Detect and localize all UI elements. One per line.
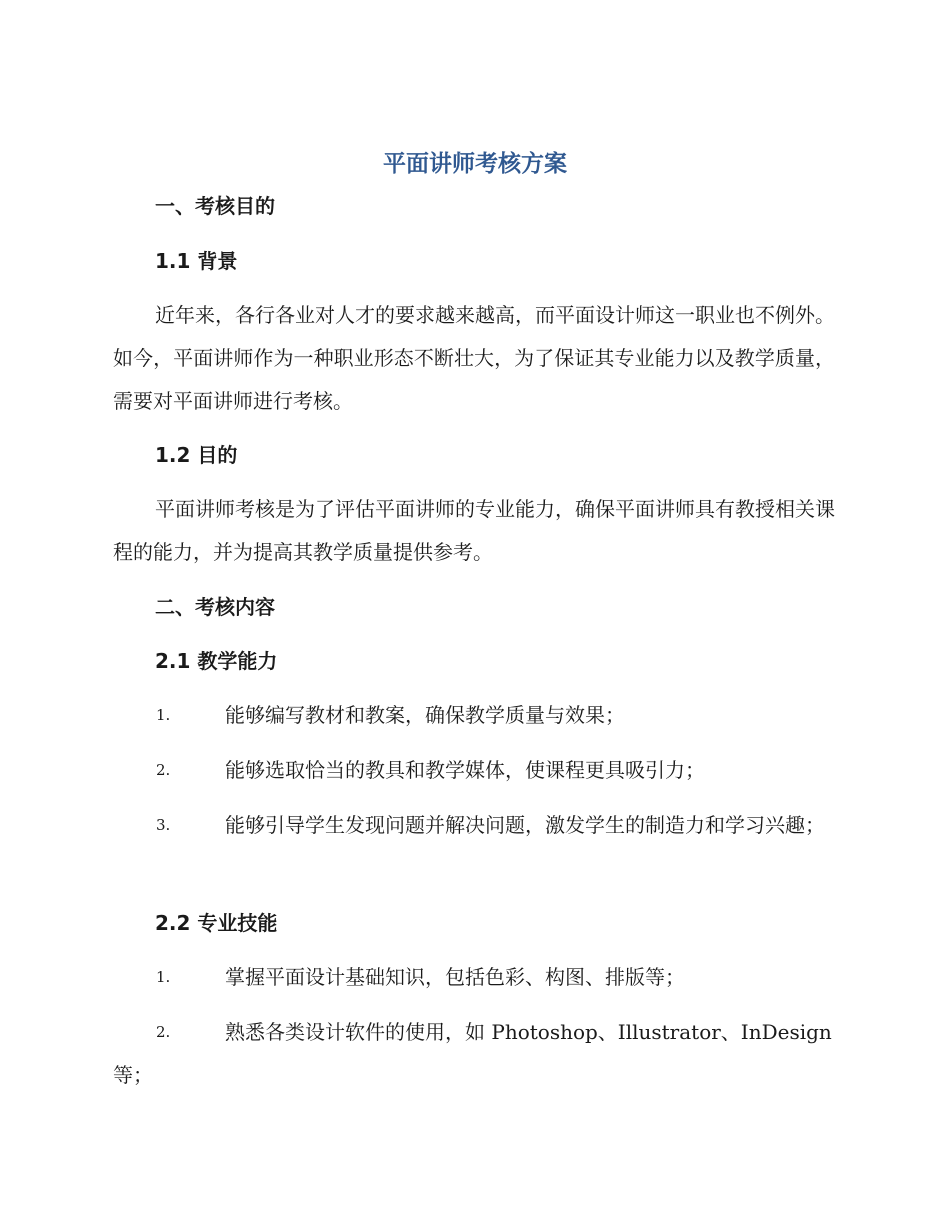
subsection-heading-professional-skills: 2.2 专业技能 <box>155 911 278 935</box>
list-item-number: 2. <box>156 1023 171 1041</box>
subsection-heading-background: 1.1 背景 <box>155 249 238 273</box>
document-title: 平面讲师考核方案 <box>383 151 567 177</box>
list-item-text: 掌握平面设计基础知识，包括色彩、构图、排版等； <box>225 965 685 989</box>
list-item-number: 3. <box>156 816 171 834</box>
list-item-text: 能够选取恰当的教具和教学媒体，使课程更具吸引力； <box>225 758 705 782</box>
goal-paragraph: 平面讲师考核是为了评估平面讲师的专业能力，确保平面讲师具有教授相关课程的能力，并为提高其教学质量提供参考。 <box>113 497 835 564</box>
list-item <box>113 1011 835 1097</box>
list-item <box>113 749 835 792</box>
section-heading-purpose: 一、考核目的 <box>155 194 275 218</box>
list-item-text: 能够编写教材和教案，确保教学质量与效果； <box>225 703 625 727</box>
subsection-heading-teaching-ability: 2.1 教学能力 <box>155 649 278 673</box>
list-item <box>113 804 835 847</box>
list-item <box>113 956 835 999</box>
list-item-text: 能够引导学生发现问题并解决问题，激发学生的制造力和学习兴趣； <box>225 813 825 837</box>
list-item-number: 2. <box>156 761 171 779</box>
list-item-number: 1. <box>156 706 171 724</box>
list-item-text: 熟悉各类设计软件的使用，如 Photoshop、Illustrator、InDesign 等； <box>113 1020 832 1087</box>
section-heading-content: 二、考核内容 <box>155 595 275 619</box>
background-paragraph: 近年来，各行各业对人才的要求越来越高，而平面设计师这一职业也不例外。如今，平面讲师作为一种职业形态不断壮大，为了保证其专业能力以及教学质量，需要对平面讲师进行考核。 <box>113 303 835 413</box>
list-item <box>113 694 835 737</box>
subsection-heading-goal: 1.2 目的 <box>155 443 238 467</box>
list-item-number: 1. <box>156 968 171 986</box>
